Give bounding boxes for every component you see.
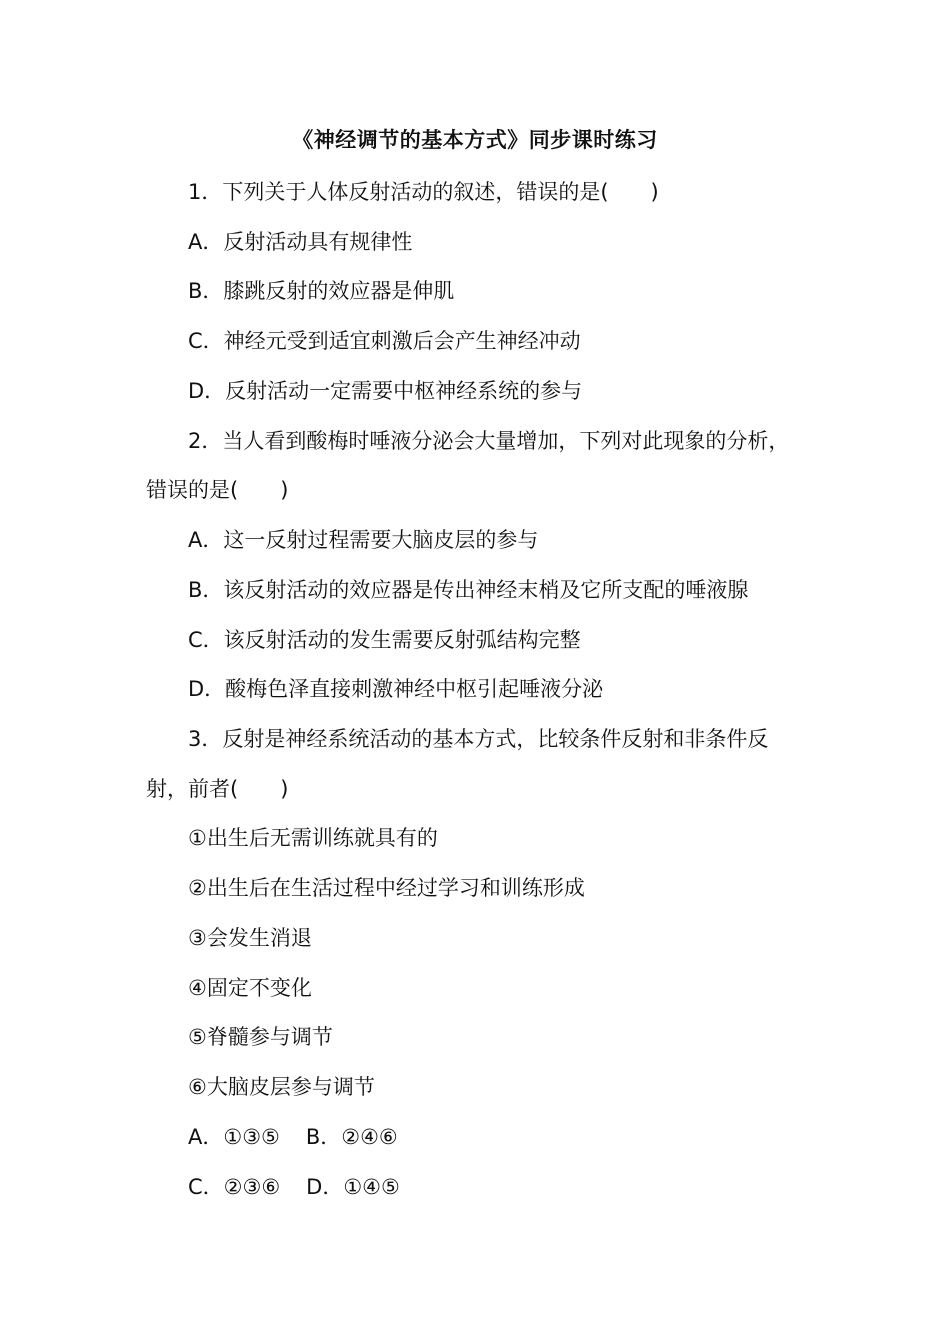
question-2-option-c: C．该反射活动的发生需要反射弧结构完整: [188, 628, 581, 652]
question-2-option-d: D．酸梅色泽直接刺激神经中枢引起唾液分泌: [188, 677, 604, 701]
question-3-options-row-1: [188, 1121, 858, 1153]
question-3-option-c: C．②③⑥: [188, 1175, 281, 1199]
question-3-item-1: ①出生后无需训练就具有的: [188, 826, 438, 850]
question-3-option-a: A．①③⑤: [188, 1125, 280, 1149]
question-3-item-4: ④固定不变化: [188, 976, 312, 1000]
question-1-option-d: D．反射活动一定需要中枢神经系统的参与: [188, 379, 583, 403]
question-1-option-a: A．反射活动具有规律性: [188, 230, 413, 254]
document-title: 《神经调节的基本方式》同步课时练习: [292, 128, 658, 152]
question-2-stem-line-2: 错误的是( ): [146, 478, 289, 502]
question-3-stem-line-2: 射，前者( ): [146, 777, 289, 801]
question-3-option-b: B．②④⑥: [305, 1125, 398, 1149]
question-1-option-c: C．神经元受到适宜刺激后会产生神经冲动: [188, 329, 581, 353]
question-1-option-b: B．膝跳反射的效应器是伸肌: [188, 279, 455, 303]
question-2-option-b: B．该反射活动的效应器是传出神经末梢及它所支配的唾液腺: [188, 578, 749, 602]
question-3-item-5: ⑤脊髓参与调节: [188, 1025, 333, 1049]
question-2-option-a: A．这一反射过程需要大脑皮层的参与: [188, 528, 539, 552]
question-3-item-2: ②出生后在生活过程中经过学习和训练形成: [188, 876, 585, 900]
question-1-stem: 1．下列关于人体反射活动的叙述，错误的是( ): [188, 180, 659, 204]
question-3-option-d: D．①④⑤: [306, 1175, 400, 1199]
question-3-options-row-2: [188, 1171, 858, 1203]
question-3-stem-line-1: 3．反射是神经系统活动的基本方式，比较条件反射和非条件反: [188, 727, 769, 751]
question-3-item-3: ③会发生消退: [188, 926, 312, 950]
question-3-item-6: ⑥大脑皮层参与调节: [188, 1075, 375, 1099]
question-2-stem-line-1: 2．当人看到酸梅时唾液分泌会大量增加，下列对此现象的分析，: [188, 429, 790, 453]
